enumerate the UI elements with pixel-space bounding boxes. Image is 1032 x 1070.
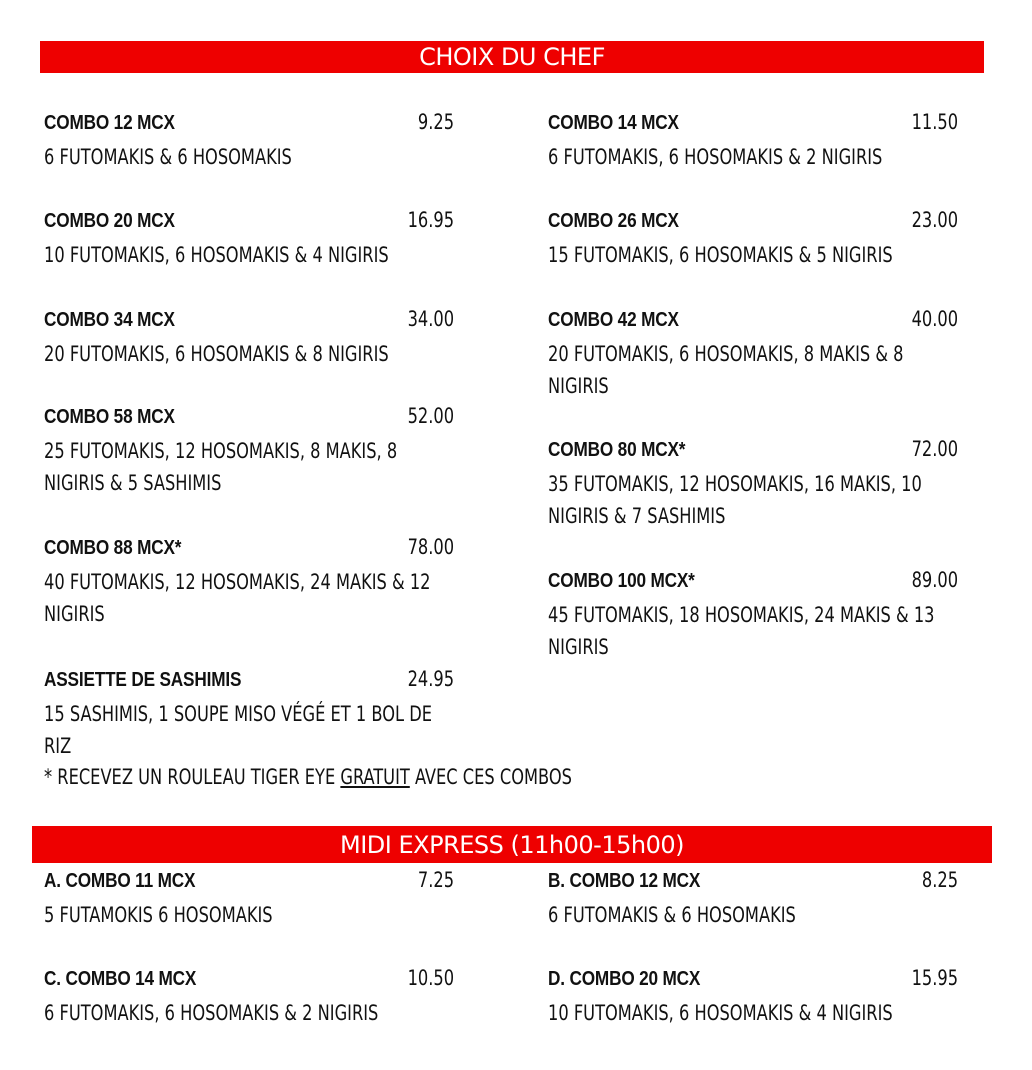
item-price: 23.00 [911, 208, 958, 232]
menu-item [548, 110, 958, 173]
item-description: 45 FUTOMAKIS, 18 HOSOMAKIS, 24 MAKIS & 13 NIGIRIS [548, 603, 935, 659]
section-banner-midi-express [32, 826, 992, 863]
menu-item [44, 110, 454, 173]
item-name: COMBO 26 MCX [548, 210, 679, 232]
footnote-emphasis: GRATUIT [340, 765, 410, 789]
section-banner-choix-du-chef [40, 41, 984, 73]
item-description: 6 FUTOMAKIS & 6 HOSOMAKIS [44, 145, 292, 169]
item-name: C. COMBO 14 MCX [44, 968, 197, 990]
item-price: 8.25 [921, 868, 958, 892]
item-price: 11.50 [911, 110, 958, 134]
menu-item [548, 868, 958, 931]
item-price: 34.00 [407, 307, 454, 331]
footnote [44, 765, 572, 789]
item-price: 40.00 [911, 307, 958, 331]
item-description: 6 FUTOMAKIS, 6 HOSOMAKIS & 2 NIGIRIS [44, 1001, 379, 1025]
item-name: COMBO 88 MCX* [44, 537, 182, 559]
item-name: COMBO 20 MCX [44, 210, 175, 232]
item-name: A. COMBO 11 MCX [44, 870, 196, 892]
item-name: D. COMBO 20 MCX [548, 968, 701, 990]
item-name: COMBO 14 MCX [548, 112, 679, 134]
item-description: 35 FUTOMAKIS, 12 HOSOMAKIS, 16 MAKIS, 10 NIGIRIS & 7 SASHIMIS [548, 472, 922, 528]
item-description: 6 FUTOMAKIS, 6 HOSOMAKIS & 2 NIGIRIS [548, 145, 883, 169]
item-description: 15 FUTOMAKIS, 6 HOSOMAKIS & 5 NIGIRIS [548, 243, 893, 267]
menu-item [44, 868, 454, 931]
item-description: 6 FUTOMAKIS & 6 HOSOMAKIS [548, 903, 796, 927]
item-description: 20 FUTOMAKIS, 6 HOSOMAKIS, 8 MAKIS & 8 NIGIRIS [548, 342, 904, 398]
item-price: 7.25 [417, 868, 454, 892]
item-price: 24.95 [407, 667, 454, 691]
menu-item [548, 568, 958, 663]
menu-item [44, 966, 454, 1029]
item-description: 40 FUTOMAKIS, 12 HOSOMAKIS, 24 MAKIS & 12 NIGIRIS [44, 570, 431, 626]
menu-item [548, 437, 958, 532]
item-price: 10.50 [407, 966, 454, 990]
section-title: CHOIX DU CHEF [419, 43, 605, 71]
menu-item [548, 307, 958, 402]
item-price: 15.95 [911, 966, 958, 990]
footnote-prefix: * RECEVEZ UN ROULEAU TIGER EYE [44, 765, 341, 789]
item-description: 10 FUTOMAKIS, 6 HOSOMAKIS & 4 NIGIRIS [44, 243, 389, 267]
menu-item [548, 966, 958, 1029]
item-name: COMBO 34 MCX [44, 309, 175, 331]
item-price: 16.95 [407, 208, 454, 232]
menu-item [44, 535, 454, 630]
item-price: 89.00 [911, 568, 958, 592]
item-name: COMBO 12 MCX [44, 112, 175, 134]
item-name: COMBO 58 MCX [44, 406, 175, 428]
item-description: 10 FUTOMAKIS, 6 HOSOMAKIS & 4 NIGIRIS [548, 1001, 893, 1025]
item-name: COMBO 80 MCX* [548, 439, 686, 461]
menu-item [44, 208, 454, 271]
menu-item [44, 667, 454, 762]
item-price: 9.25 [417, 110, 454, 134]
item-name: COMBO 100 MCX* [548, 570, 695, 592]
item-description: 25 FUTOMAKIS, 12 HOSOMAKIS, 8 MAKIS, 8 NIGIRIS & 5 SASHIMIS [44, 439, 398, 495]
menu-item [44, 404, 454, 499]
footnote-suffix: AVEC CES COMBOS [409, 765, 572, 789]
item-name: B. COMBO 12 MCX [548, 870, 701, 892]
item-price: 72.00 [911, 437, 958, 461]
item-description: 5 FUTAMOKIS 6 HOSOMAKIS [44, 903, 273, 927]
item-name: COMBO 42 MCX [548, 309, 679, 331]
section-title: MIDI EXPRESS (11h00-15h00) [340, 831, 684, 859]
item-price: 78.00 [407, 535, 454, 559]
item-price: 52.00 [407, 404, 454, 428]
item-name: ASSIETTE DE SASHIMIS [44, 669, 242, 691]
item-description: 15 SASHIMIS, 1 SOUPE MISO VÉGÉ ET 1 BOL DE RIZ [44, 702, 432, 758]
menu-item [548, 208, 958, 271]
menu-item [44, 307, 454, 370]
item-description: 20 FUTOMAKIS, 6 HOSOMAKIS & 8 NIGIRIS [44, 342, 389, 366]
